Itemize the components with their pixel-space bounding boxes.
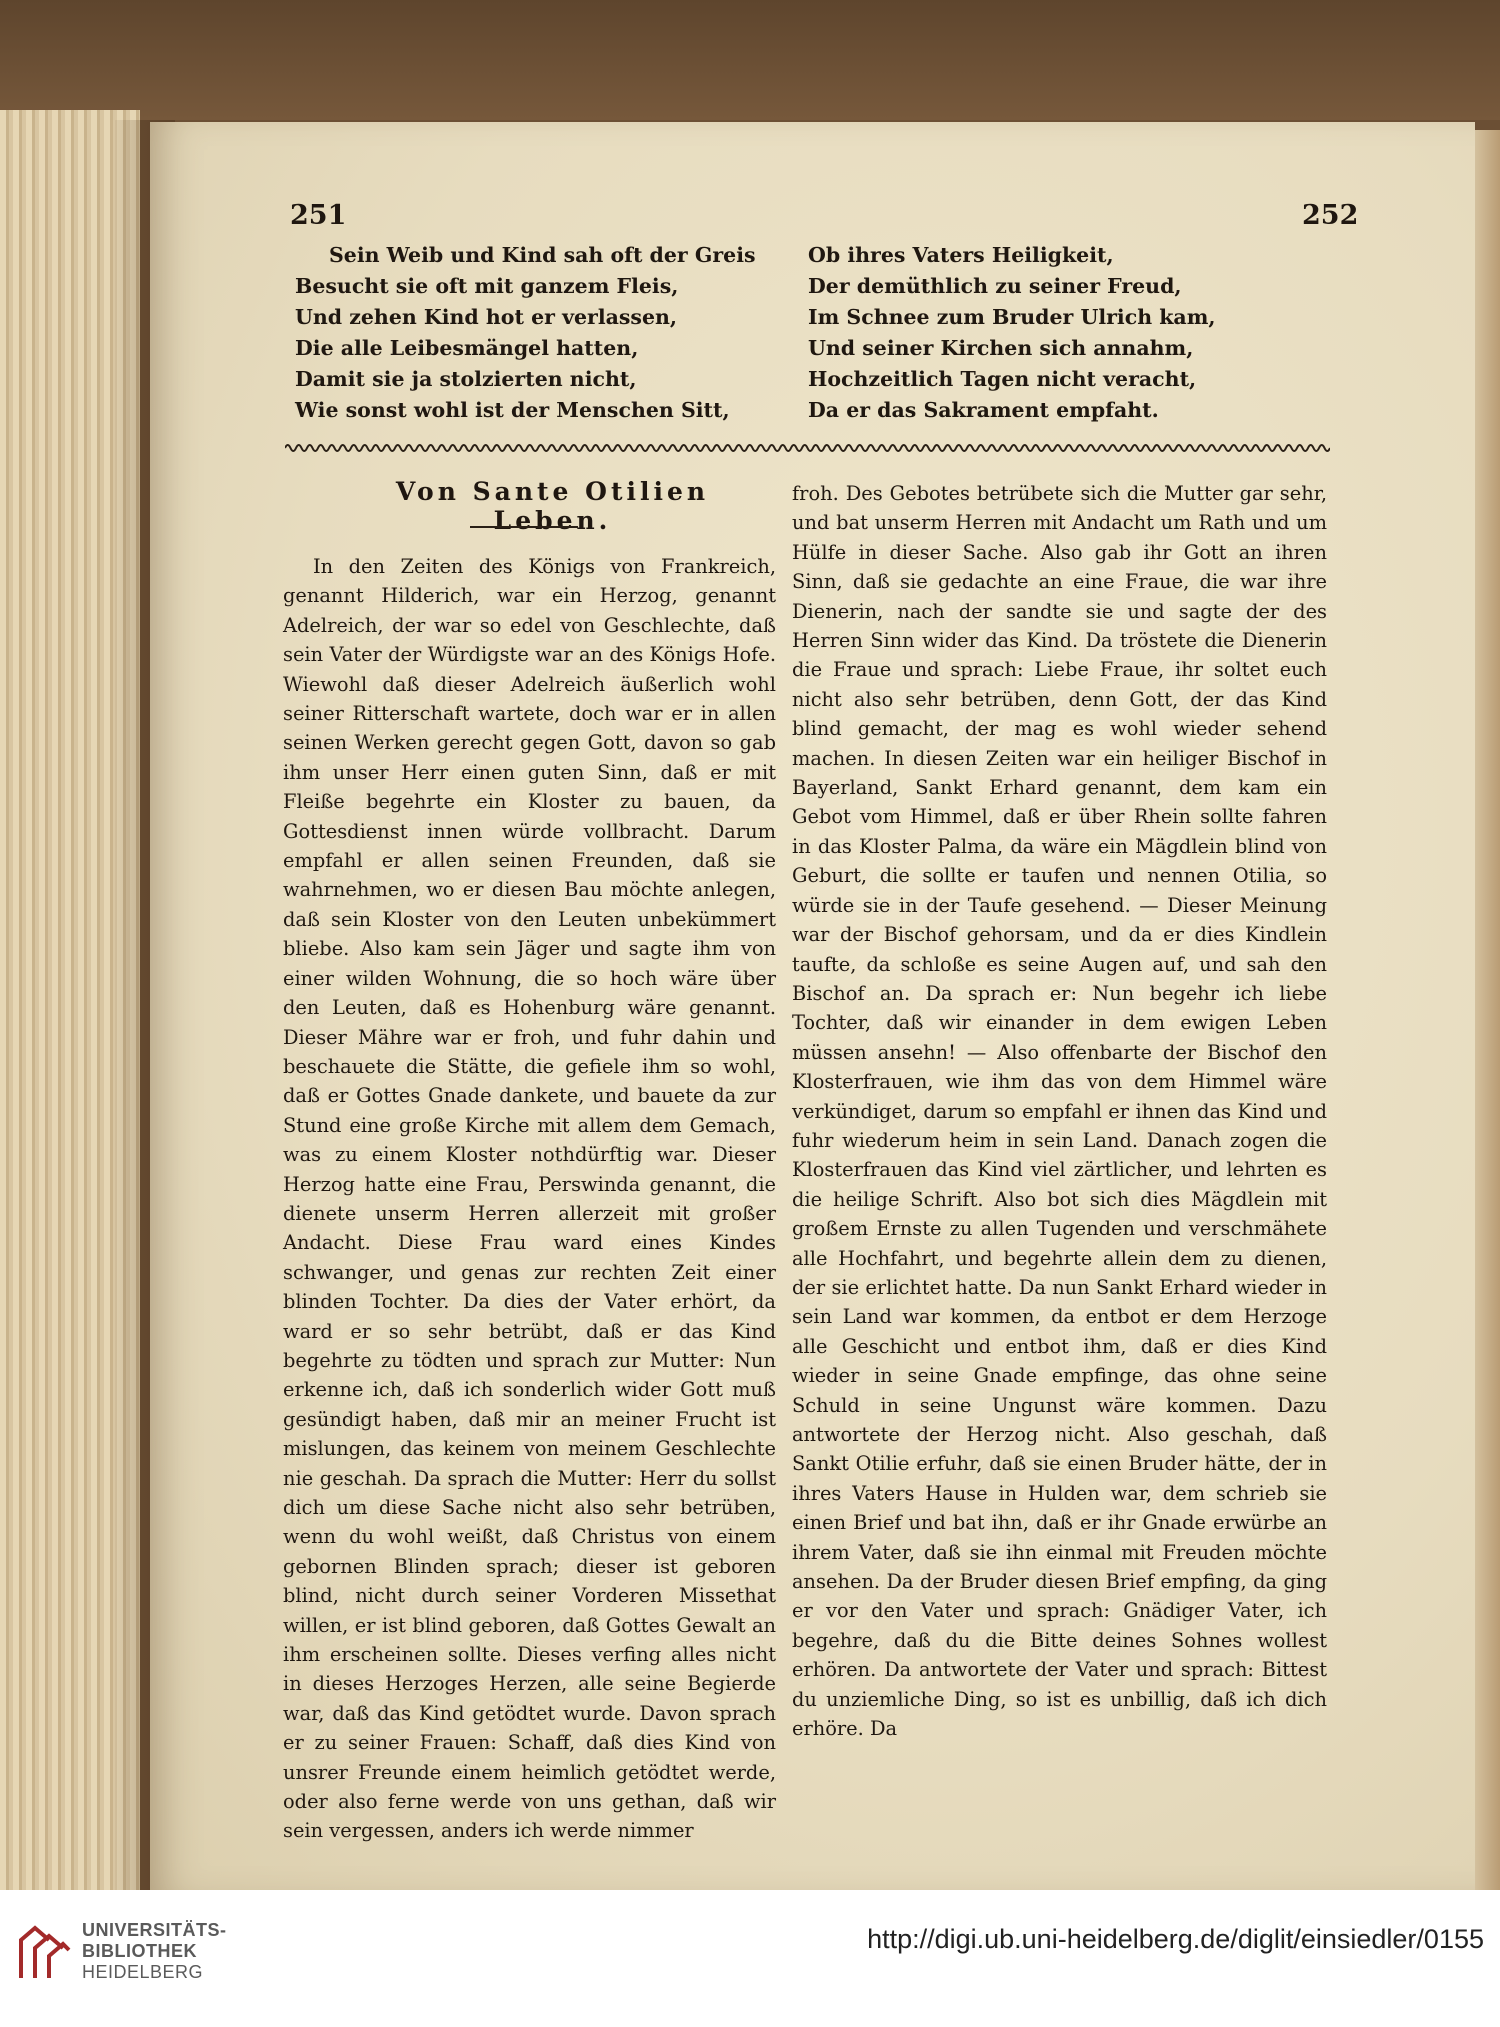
library-name	[82, 1920, 227, 1983]
book-page	[150, 122, 1475, 1890]
verse-block-right	[808, 240, 1328, 426]
verse-line: Da er das Sakrament empfaht.	[808, 398, 1159, 422]
scan-background	[0, 0, 1500, 120]
verse-line: Im Schnee zum Bruder Ulrich kam,	[808, 305, 1216, 329]
verse-line: Und zehen Kind hot er verlassen,	[295, 305, 678, 329]
text-column-left	[283, 552, 776, 1846]
verse-line: Sein Weib und Kind sah oft der Greis	[329, 243, 756, 267]
library-name-line: BIBLIOTHEK	[82, 1941, 197, 1961]
permalink-url[interactable]: http://digi.ub.uni-heidelberg.de/diglit/einsiedler/0155	[867, 1924, 1484, 1954]
page-number-left: 251	[290, 200, 347, 231]
title-underline	[470, 526, 578, 528]
body-paragraph: froh. Des Gebotes betrübete sich die Mutter gar sehr, und bat unserm Herren mit Andacht um Rath und um Hülfe in dieser Sache. Also gab ihr Gott an ihren Sinn, daß sie gedachte an eine Fraue, die war ihre Dienerin, nach der sandte sie und sagte der des Herren Sinn wider das Kind. Da tröstete die Dienerin die Fraue und sprach: Liebe Fraue, ihr soltet euch nicht also sehr betrüben, denn Gott, der das Kind blind gemacht, der mag es wohl wieder sehend machen. In diesen Zeiten war ein heiliger Bischof in Bayerland, Sankt Erhard genannt, dem kam ein Gebot vom Himmel, daß er über Rhein sollte fahren in das Kloster Palma, da wäre ein Mägdlein blind von Geburt, die sollte er taufen und nennen Otilia, so würde sie in der Taufe gesehend. — Dieser Meinung war der Bischof gehorsam, und da er dies Kindlein taufte, da schloße es seine Augen auf, und sah den Bischof an. Da sprach er: Nun begehr ich liebe Tochter, daß wir einander in dem ewigen Leben müssen ansehn! — Also offenbarte der Bischof den Klosterfrauen, wie ihm das von dem Himmel wäre verkündiget, darum so empfahl er ihnen das Kind und fuhr wiederum heim in sein Land. Danach zogen die Klosterfrauen das Kind viel zärtlicher, und lehrten es die heilige Schrift. Also bot sich dies Mägdlein mit großem Ernste zu allen Tugenden und verschmähete alle Hochfahrt, und begehrte allein dem zu dienen, der sie erlichtet hatte. Da nun Sankt Erhard wieder in sein Land war kommen, da entbot er dem Herzoge alle Geschicht und entbot ihm, daß er dies Kind wieder in seine Gnade empfinge, das ohne seine Schuld in seine Ungunst wäre kommen. Dazu antwortete der Herzog nicht. Also geschah, daß Sankt Otilie erfuhr, daß sie einen Bruder hätte, der in ihres Vaters Hause in Hulden war, dem schrieb sie einen Brief und bat ihn, daß er ihr Gnade erwürbe an ihrem Vater, daß sie ihn einmal mit Freuden möchte ansehen. Da der Bruder diesen Brief empfing, da ging er vor den Vater und sprach: Gnädiger Vater, ich begehre, daß du die Bitte deines Sohnes wollest erhören. Da antwortete der Vater und sprach: Bittest du unziemliche Ding, so ist es unbillig, daß ich dich erhöre. Da	[792, 482, 1327, 1741]
verse-line: Hochzeitlich Tagen nicht veracht,	[808, 367, 1197, 391]
verse-line: Und seiner Kirchen sich annahm,	[808, 336, 1194, 360]
verse-line: Besucht sie oft mit ganzem Fleis,	[295, 274, 679, 298]
verse-line: Damit sie ja stolzierten nicht,	[295, 367, 637, 391]
text-column-right	[792, 479, 1327, 1743]
verse-line: Der demüthlich zu seiner Freud,	[808, 274, 1182, 298]
wavy-divider	[285, 440, 1330, 456]
library-name-line: UNIVERSITÄTS-	[82, 1920, 227, 1940]
verse-line: Ob ihres Vaters Heiligkeit,	[808, 243, 1114, 267]
library-name-line: HEIDELBERG	[82, 1962, 204, 1982]
article-title: Von Sante Otilien Leben.	[395, 477, 710, 535]
page-number-right: 252	[1302, 200, 1359, 231]
verse-block-left	[295, 240, 765, 426]
body-paragraph: In den Zeiten des Königs von Frankreich, genannt Hilderich, war ein Herzog, genannt Adelreich, der war so edel von Geschlechte, daß sein Vater der Würdigste war an des Königs Hofe. Wiewohl daß dieser Adelreich äußerlich wohl seiner Ritterschaft wartete, doch war er in allen seinen Werken gerecht gegen Gott, davon so gab ihm unser Herr einen guten Sinn, daß er mit Fleiße begehrte ein Kloster zu bauen, da Gottesdienst innen würde vollbracht. Darum empfahl er allen seinen Freunden, daß sie wahrnehmen, wo er diesen Bau möchte anlegen, daß sein Kloster von den Leuten unbekümmert bliebe. Also kam sein Jäger und sagte ihm von einer wilden Wohnung, die so hoch wäre über den Leuten, daß es Hohenburg wäre genannt. Dieser Mähre war er froh, und fuhr dahin und beschauete die Stätte, die gefiele ihm so wohl, daß er Gottes Gnade dankete, und bauete da zur Stund eine große Kirche mit allem dem Gemach, was zu einem Kloster nothdürftig war. Dieser Herzog hatte eine Frau, Perswinda genannt, die dienete unserm Herren allerzeit mit großer Andacht. Diese Frau ward eines Kindes schwanger, und genas zur rechten Zeit einer blinden Tochter. Da dies der Vater erhört, da ward er so sehr betrübt, daß er das Kind begehrte zu tödten und sprach zur Mutter: Nun erkenne ich, daß ich sonderlich wider Gott muß gesündigt haben, daß mir an meiner Frucht ist mislungen, das keinem von meinem Geschlechte nie geschah. Da sprach die Mutter: Herr du sollst dich um diese Sache nicht also sehr betrüben, wenn du wohl weißt, daß Christus von einem gebornen Blinden sprach; dieser ist geboren blind, nicht durch seiner Vorderen Missethat willen, er ist blind geboren, daß Gottes Gewalt an ihm erscheinen sollte. Dieses verfing alles nicht in dieses Herzoges Herzen, alle seine Begierde war, daß das Kind getödtet wurde. Davon sprach er zu seiner Frauen: Schaff, daß dies Kind von unsrer Freunde einem heimlich getödtet werde, oder also ferne werde von uns gethan, daß wir sein vergessen, anders ich werde nimmer	[283, 555, 776, 1843]
library-logo-icon	[15, 1918, 73, 1984]
verse-line: Wie sonst wohl ist der Menschen Sitt,	[295, 398, 730, 422]
verse-line: Die alle Leibesmängel hatten,	[295, 336, 639, 360]
